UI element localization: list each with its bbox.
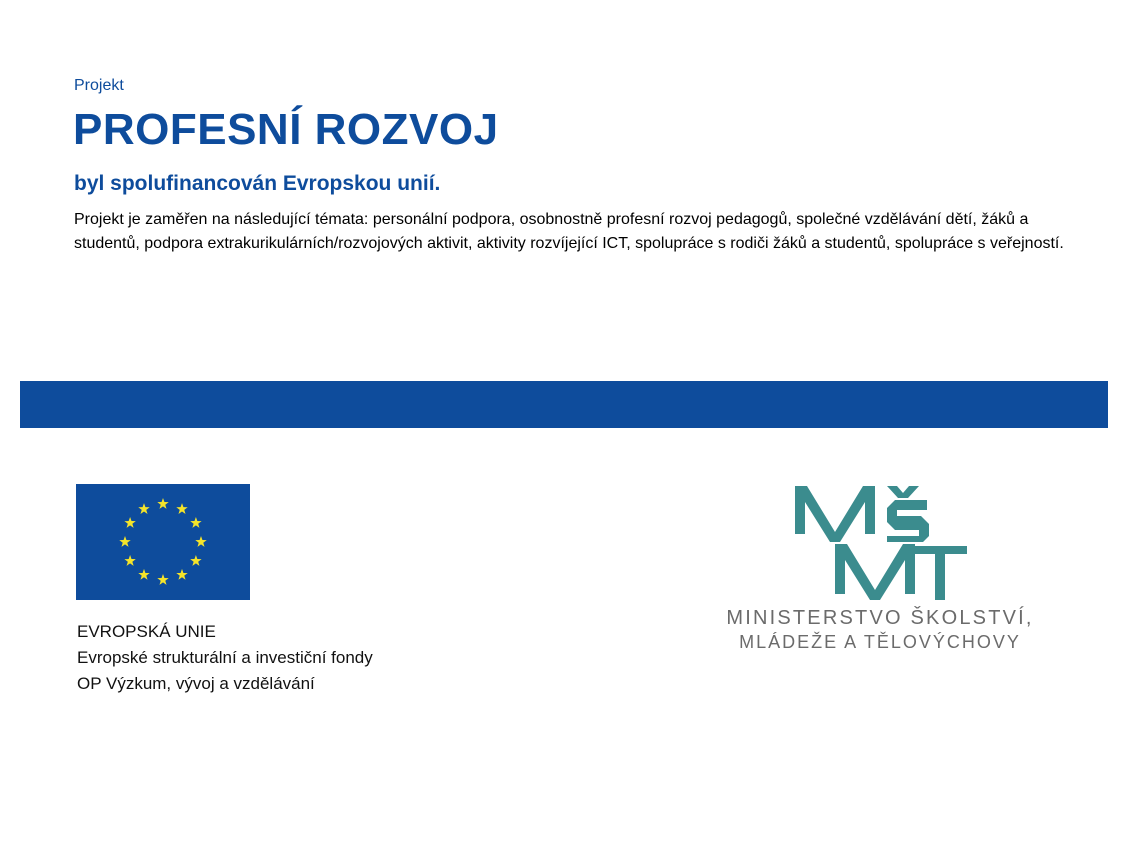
page-title: PROFESNÍ ROZVOJ <box>73 105 499 154</box>
project-kicker: Projekt <box>74 77 124 94</box>
project-description: Projekt je zaměřen na následující témata: personální podpora, osobnostně profesní rozvoj pedagogů, společné vzdělávání dětí, žáků a studentů, podpora extrakurikulárních/rozvojových aktivit, aktivity rozvíjející ICT, spolupráce s rodiči žáků a studentů, spolupráce s veřejností. <box>74 211 1064 252</box>
eu-caption-line3: OP Výzkum, vývoj a vzdělávání <box>77 674 315 693</box>
msmt-caption-line1: MINISTERSTVO ŠKOLSTVÍ, <box>726 607 1034 629</box>
project-subtitle: byl spolufinancován Evropskou unií. <box>74 172 441 195</box>
msmt-caption <box>700 606 1060 654</box>
eu-flag-icon <box>76 484 250 600</box>
eu-caption <box>77 619 373 697</box>
msmt-logo-icon <box>795 484 967 602</box>
eu-caption-line1: EVROPSKÁ UNIE <box>77 622 216 641</box>
msmt-caption-line2: MLÁDEŽE A TĚLOVÝCHOVY <box>739 632 1021 652</box>
eu-caption-line2: Evropské strukturální a investiční fondy <box>77 648 373 667</box>
blue-divider-band <box>20 381 1108 428</box>
